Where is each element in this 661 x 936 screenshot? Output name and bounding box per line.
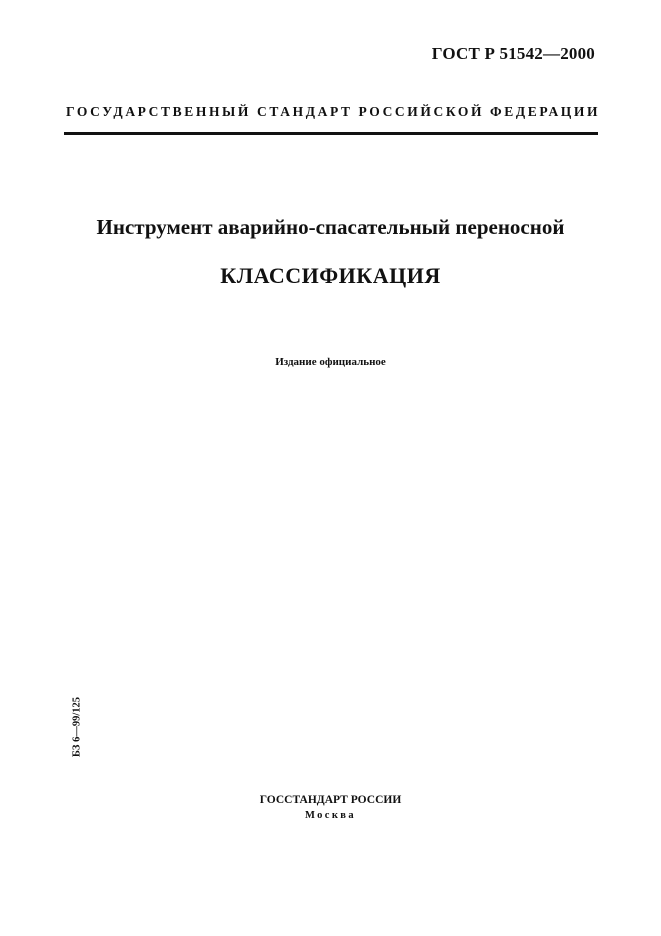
edition-label: Издание официальное bbox=[275, 356, 386, 368]
header-divider bbox=[64, 132, 598, 135]
document-subtitle: КЛАССИФИКАЦИЯ bbox=[220, 263, 441, 288]
document-code: ГОСТ Р 51542—2000 bbox=[431, 44, 595, 63]
document-title: Инструмент аварийно-спасательный переносной bbox=[96, 215, 565, 239]
side-registration-code: БЗ 6—99/125 bbox=[71, 696, 83, 758]
publisher-name: ГОССТАНДАРТ РОССИИ bbox=[259, 794, 402, 806]
publisher-city: Москва bbox=[304, 810, 357, 821]
standard-header: ГОСУДАРСТВЕННЫЙ СТАНДАРТ РОССИЙСКОЙ ФЕДЕРАЦИИ bbox=[66, 104, 601, 119]
